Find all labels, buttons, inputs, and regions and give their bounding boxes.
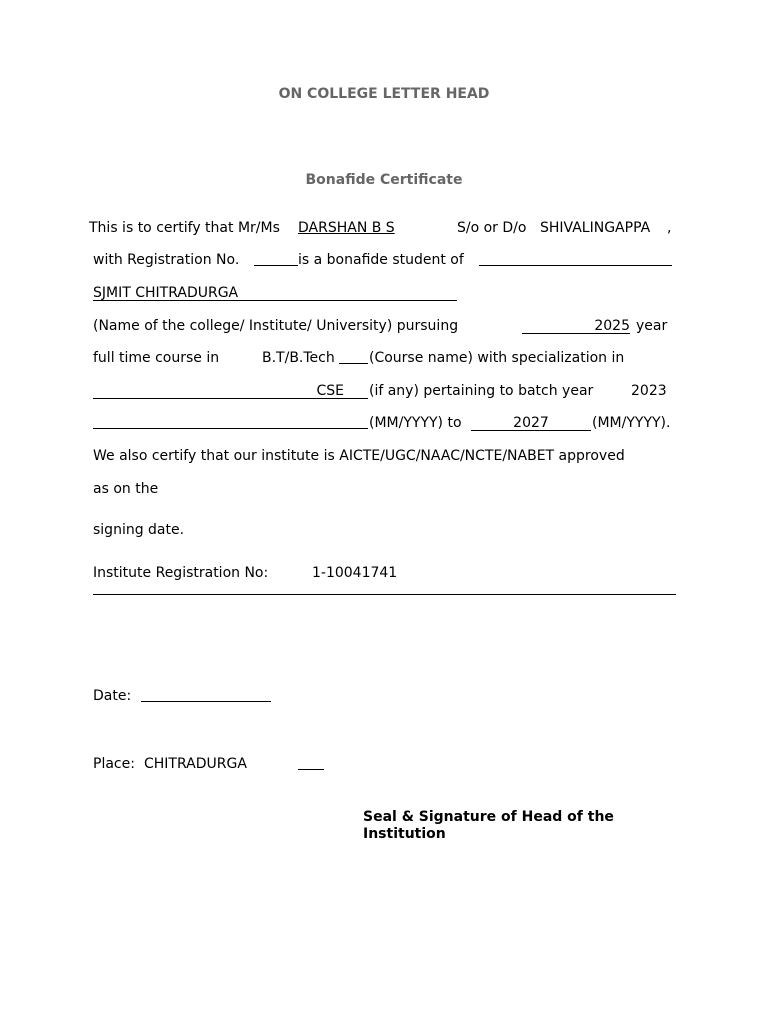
seal-signature-line2: Institution — [363, 826, 446, 842]
seal-signature-line1: Seal & Signature of Head of the — [363, 809, 614, 825]
institute-registration-label: Institute Registration No: — [93, 565, 269, 581]
college-blank — [479, 252, 672, 266]
student-name: DARSHAN B S — [298, 220, 395, 236]
certify-line: We also certify that our institute is AICTE/UGC/NAAC/NCTE/NABET approved — [93, 448, 625, 464]
as-on-text: as on the — [93, 481, 159, 497]
registration-blank — [254, 252, 298, 266]
place-label: Place: — [93, 756, 135, 772]
institute-registration-value: 1-10041741 — [312, 565, 398, 581]
college-name: SJMIT CHITRADURGA — [93, 285, 457, 301]
pursuing-year: 2025 — [522, 318, 630, 334]
comma-text: , — [667, 220, 672, 236]
intro-text: This is to certify that Mr/Ms — [89, 220, 280, 236]
batch-text: (if any) pertaining to batch year — [369, 383, 594, 399]
document-title: Bonafide Certificate — [305, 172, 463, 188]
place-blank — [298, 756, 324, 770]
end-year: 2027 — [471, 415, 591, 431]
mmyyyy-to-text: (MM/YYYY) to — [369, 415, 462, 431]
start-date-blank — [93, 415, 368, 429]
course-name: B.T/B.Tech — [262, 350, 335, 366]
year-word: year — [636, 318, 668, 334]
separator-rule — [93, 594, 676, 595]
parent-name: SHIVALINGAPPA — [540, 220, 651, 236]
date-blank — [141, 688, 271, 702]
course-blank — [339, 350, 368, 364]
mmyyyy-end-text: (MM/YYYY). — [592, 415, 671, 431]
date-label: Date: — [93, 688, 132, 704]
place-value: CHITRADURGA — [144, 756, 247, 772]
letterhead-heading: ON COLLEGE LETTER HEAD — [278, 86, 490, 102]
registration-prefix: with Registration No. — [93, 252, 240, 268]
fulltime-text: full time course in — [93, 350, 220, 366]
batch-year: 2023 — [631, 383, 667, 399]
registration-suffix: is a bonafide student of — [298, 252, 464, 268]
relation-text: S/o or D/o — [457, 220, 527, 236]
specialization: CSE — [93, 383, 368, 399]
pursuing-text: (Name of the college/ Institute/ University) pursuing — [93, 318, 459, 334]
signing-date-text: signing date. — [93, 522, 185, 538]
course-suffix: (Course name) with specialization in — [369, 350, 625, 366]
